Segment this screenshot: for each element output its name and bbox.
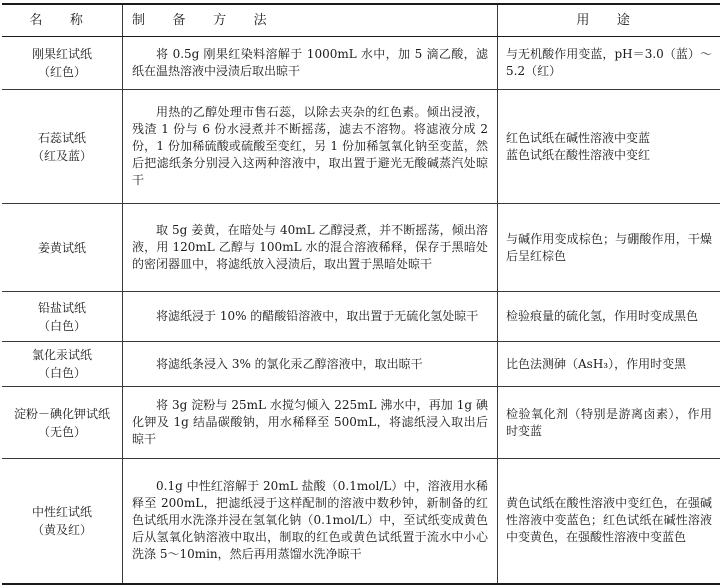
- paper-color: （无色）: [37, 424, 86, 439]
- use-cell: 比色法测砷（AsH₃），作用时变黑: [498, 342, 721, 387]
- paper-name-cell: [2, 387, 123, 459]
- method-cell: 将 3g 淀粉与 25mL 水搅匀倾入 225mL 沸水中，再加 1g 碘化钾及 1g 结晶碳酸钠，用水稀释至 500mL，将滤纸浸入取出后晾干: [123, 387, 498, 459]
- header-use: 用 途: [498, 4, 721, 37]
- use-cell: 黄色试纸在酸性溶液中变红色，在强碱性溶液中变蓝色；红色试纸在碱性溶液中变黄色，在强酸性溶液中变蓝色: [498, 459, 721, 584]
- table-header-row: [2, 4, 720, 37]
- table-row: [2, 37, 720, 90]
- paper-name-cell: [2, 37, 123, 90]
- paper-name: 淀粉－碘化钾试纸: [13, 406, 110, 421]
- paper-color: （红及蓝）: [31, 148, 92, 163]
- use-cell: 红色试纸在碱性溶液中变蓝 蓝色试纸在酸性溶液中变红: [498, 90, 721, 204]
- paper-name-cell: [2, 459, 123, 584]
- table-row: [2, 204, 720, 292]
- paper-color: （白色）: [37, 366, 86, 380]
- table-row: [2, 387, 720, 459]
- paper-name: 中性红试纸: [31, 504, 92, 519]
- use-cell: 与碱作用变成棕色；与硼酸作用，干燥后呈红棕色: [498, 204, 721, 292]
- paper-color: （白色）: [37, 318, 86, 333]
- reagent-paper-table: [2, 3, 720, 585]
- paper-color: （红色）: [37, 65, 86, 79]
- paper-name-cell: [2, 342, 123, 387]
- paper-name: 氯化汞试纸: [31, 348, 92, 362]
- use-cell: 与无机酸作用变蓝，pH＝3.0（蓝）～5.2（红）: [498, 37, 721, 90]
- method-cell: 将滤纸条浸入 3% 的氯化汞乙醇溶液中，取出晾干: [123, 342, 498, 387]
- method-cell: 将滤纸浸于 10% 的醋酸铅溶液中，取出置于无硫化氢处晾干: [123, 292, 498, 342]
- use-cell: 检验氧化剂（特别是游离卤素），作用时变蓝: [498, 387, 721, 459]
- paper-name: 铅盐试纸: [37, 300, 86, 315]
- paper-color: （黄及红）: [31, 522, 92, 537]
- paper-name-cell: [2, 292, 123, 342]
- paper-name-cell: [2, 90, 123, 204]
- table-row: [2, 292, 720, 342]
- paper-name: 刚果红试纸: [31, 47, 92, 61]
- method-cell: 0.1g 中性红溶解于 20mL 盐酸（0.1mol/L）中，溶液用水稀释至 200mL，把滤纸浸于这样配制的溶液中数秒钟，新制备的红色试纸用水洗涤并浸在氢氧化钠（0.1mol/L）中，至试纸变成黄色后从氢氧化钠溶液中取出，制取的红色或黄色试纸置于流水中小心洗涤 5～10min，然后再用蒸馏水洗净晾干: [123, 459, 498, 584]
- use-cell: 检验痕量的硫化氢，作用时变成黑色: [498, 292, 721, 342]
- method-cell: 用热的乙醇处理市售石蕊，以除去夹杂的红色素。倾出浸液，残渣 1 份与 6 份水浸煮并不断摇荡，滤去不溶物。将滤液分成 2 份，1 份加稀硫酸或硫酸至变红，另 1 份加稀氢氧化钠至变蓝，然后把滤纸条分别浸入这两种溶液中，取出置于避光无酸碱蒸汽处晾干: [123, 90, 498, 204]
- paper-name: 石蕊试纸: [37, 130, 86, 145]
- header-method: 制 备 方 法: [123, 4, 498, 37]
- table-row: [2, 342, 720, 387]
- table-row: [2, 90, 720, 204]
- method-cell: 将 0.5g 刚果红染料溶解于 1000mL 水中，加 5 滴乙酸，滤纸在温热溶液中浸渍后取出晾干: [123, 37, 498, 90]
- header-name: 名 称: [2, 4, 123, 37]
- method-cell: 取 5g 姜黄，在暗处与 40mL 乙醇浸煮，并不断摇荡，倾出溶液，用 120mL 乙醇与 100mL 水的混合溶液稀释，保存于黑暗处的密闭器皿中，将滤纸放入浸渍后，取出置于黑暗处晾干: [123, 204, 498, 292]
- paper-name: 姜黄试纸: [37, 240, 86, 255]
- table-row: [2, 459, 720, 584]
- paper-name-cell: [2, 204, 123, 292]
